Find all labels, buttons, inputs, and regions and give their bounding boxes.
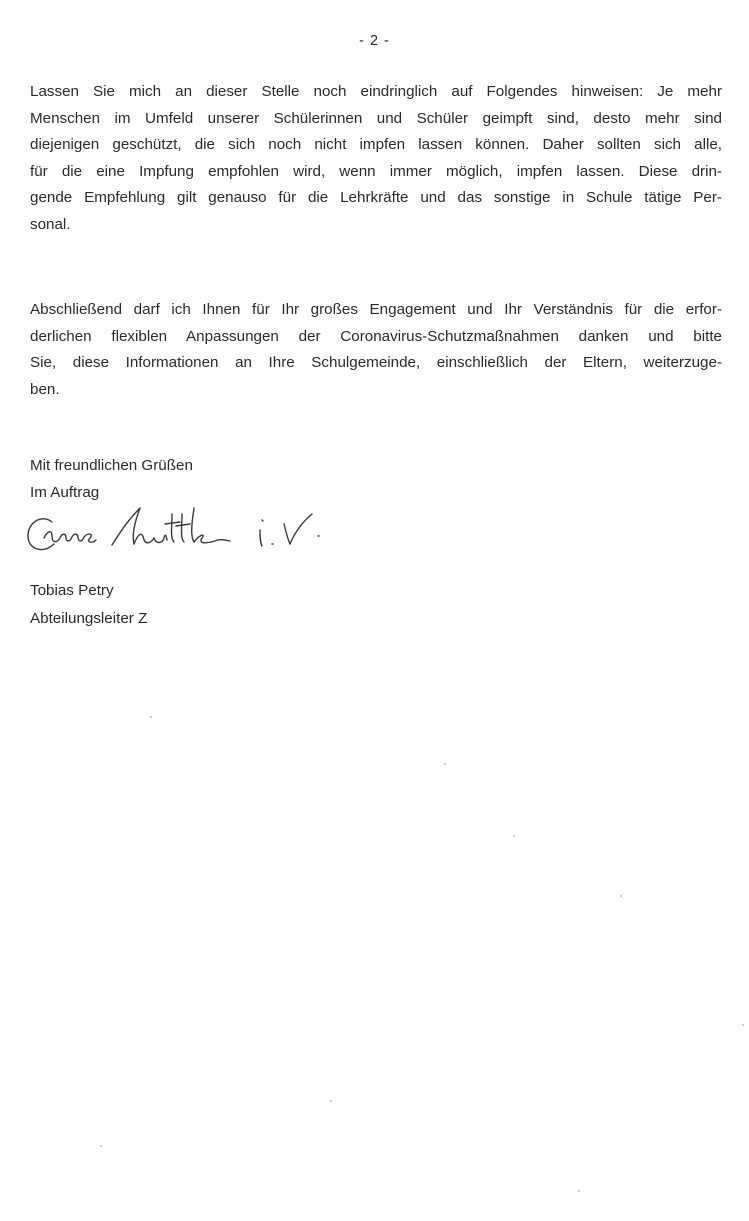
paragraph-line: derlichen flexiblen Anpassungen der Coronavirus-Schutzmaßnahmen danken und bitte — [30, 327, 722, 345]
signer-name: Tobias Petry — [30, 582, 114, 599]
scan-speck — [578, 1190, 580, 1192]
scan-speck — [444, 763, 446, 765]
handwritten-signature — [22, 500, 342, 570]
scan-speck — [100, 1145, 102, 1147]
scan-speck — [150, 716, 152, 718]
scan-speck — [620, 895, 622, 897]
on-behalf-label: Im Auftrag — [30, 484, 100, 501]
paragraph-line: ben. — [30, 380, 60, 398]
paragraph-thanks — [30, 297, 722, 403]
paragraph-line: für die eine Impfung empfohlen wird, wenn immer möglich, impfen lassen. Diese drin- — [30, 162, 722, 180]
closing-greeting: Mit freundlichen Grüßen — [30, 457, 193, 474]
signer-title: Abteilungsleiter Z — [30, 610, 148, 627]
paragraph-line: Abschließend darf ich Ihnen für Ihr großes Engagement und Ihr Verständnis für die erfor- — [30, 301, 722, 318]
scan-speck — [330, 1100, 332, 1102]
paragraph-vaccination — [30, 79, 722, 238]
paragraph-line: Lassen Sie mich an dieser Stelle noch eindringlich auf Folgendes hinweisen: Je mehr — [30, 83, 722, 100]
paragraph-line: gende Empfehlung gilt genauso für die Lehrkräfte und das sonstige in Schule tätige Per- — [30, 189, 722, 206]
page-number: - 2 - — [359, 33, 390, 49]
paragraph-line: Sie, diese Informationen an Ihre Schulgemeinde, einschließlich der Eltern, weiterzuge- — [30, 354, 722, 371]
paragraph-line: Menschen im Umfeld unserer Schülerinnen und Schüler geimpft sind, desto mehr sind — [30, 109, 722, 127]
paragraph-line: sonal. — [30, 215, 71, 233]
paragraph-line: diejenigen geschützt, die sich noch nicht impfen lassen können. Daher sollten sich alle, — [30, 136, 722, 153]
scan-speck — [742, 1024, 744, 1026]
scan-speck — [513, 835, 515, 837]
